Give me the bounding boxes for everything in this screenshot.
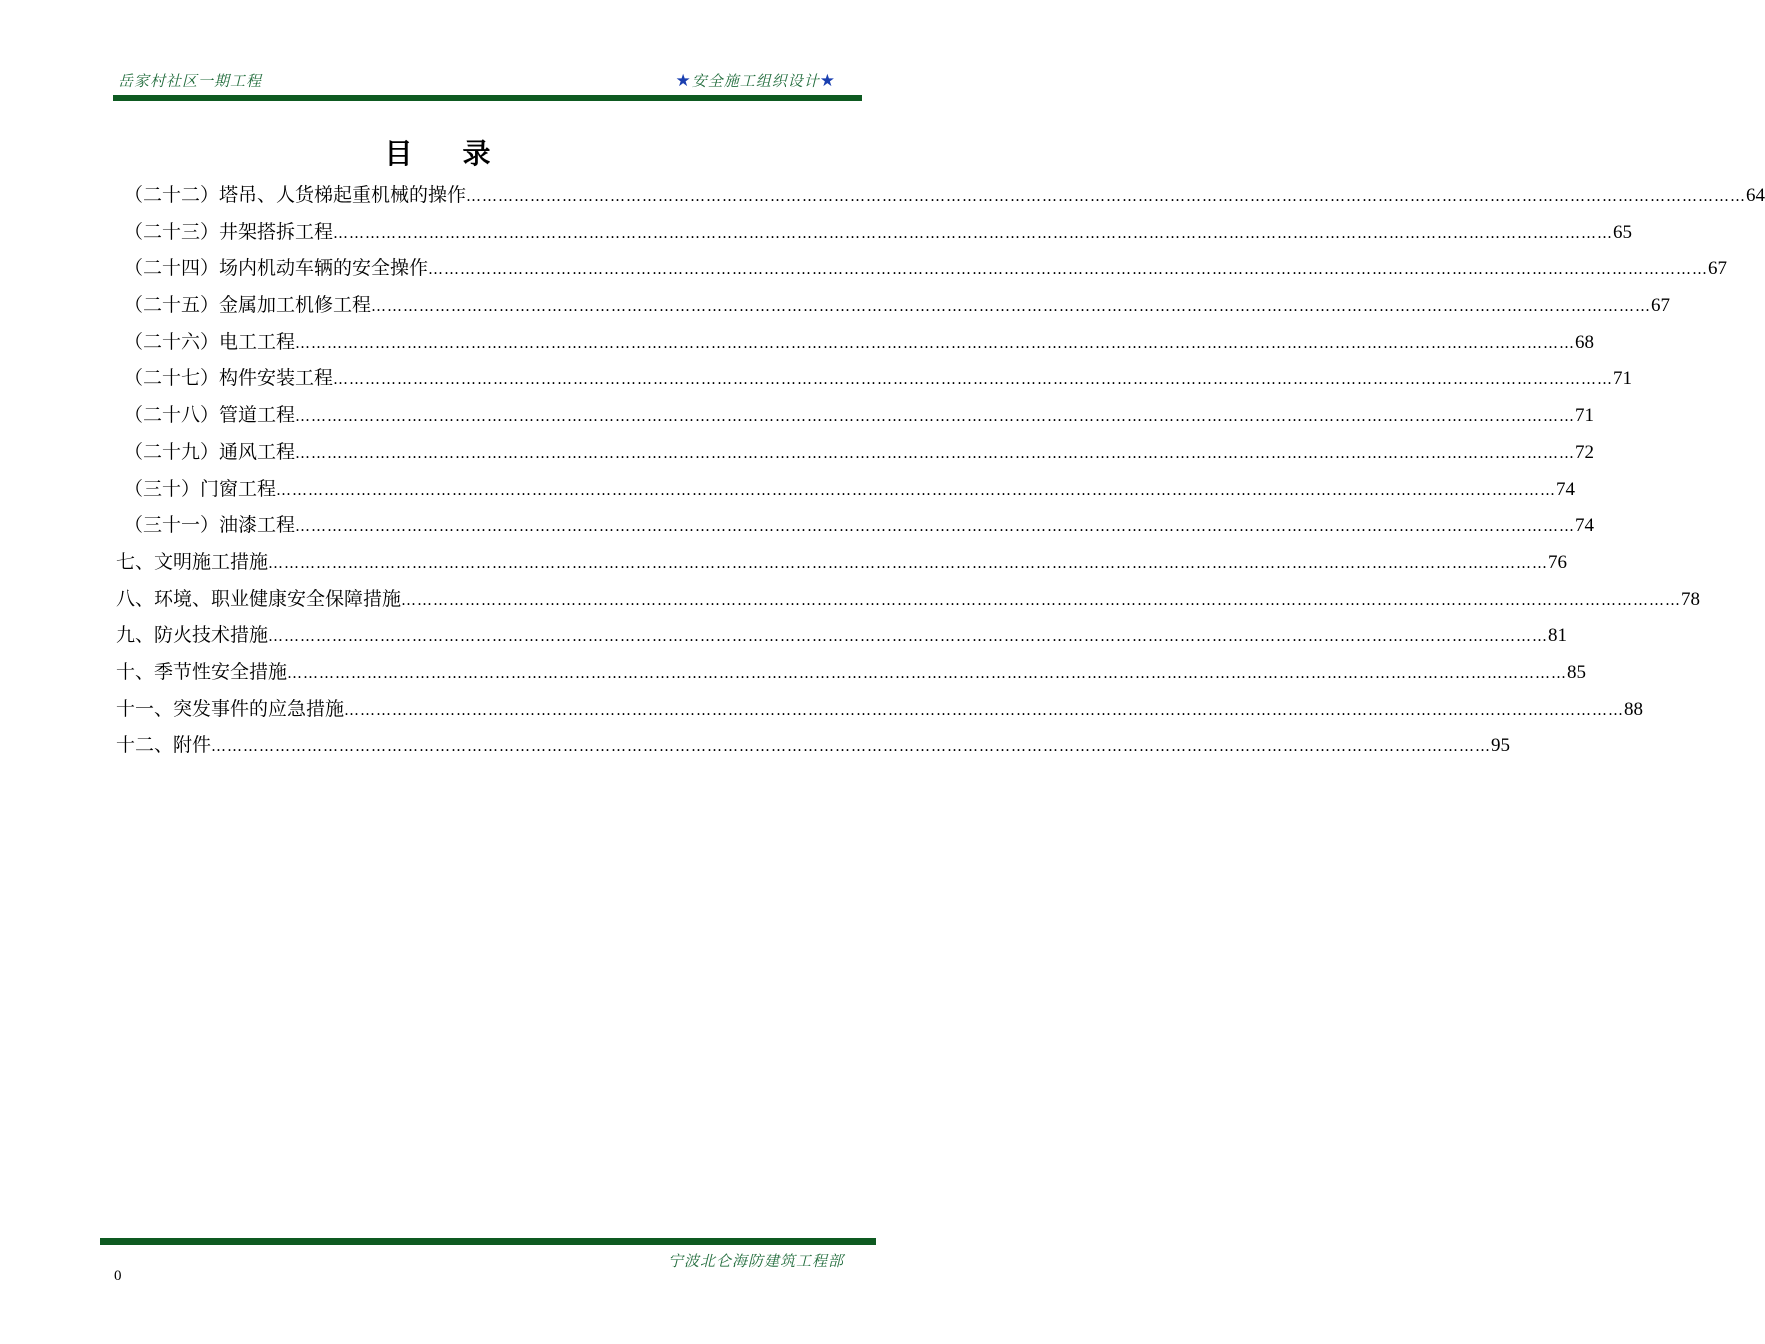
page-number: 0 — [114, 1268, 122, 1284]
toc-entry[interactable] — [116, 507, 1595, 544]
toc-leader-dots: …………………………………………………………………………………………………………………………………………………………………………………………………………………… — [211, 737, 1492, 756]
toc-entry-page: 67 — [1708, 258, 1728, 280]
toc-entry-label: 十二、附件 — [116, 734, 212, 757]
footer-company-name: 宁波北仑海防建筑工程部 — [667, 1252, 844, 1270]
footer-divider — [100, 1238, 876, 1245]
toc-entry[interactable] — [116, 654, 1587, 691]
toc-entry-label: （二十三）井架搭拆工程 — [124, 220, 334, 243]
toc-leader-dots: …………………………………………………………………………………………………………………………………………………………………………………………………………………… — [287, 663, 1568, 682]
toc-leader-dots: …………………………………………………………………………………………………………………………………………………………………………………………………………………… — [466, 187, 1747, 205]
toc-leader-dots: …………………………………………………………………………………………………………………………………………………………………………………………………………………… — [268, 553, 1549, 572]
toc-leader-dots: …………………………………………………………………………………………………………………………………………………………………………………………………………………… — [276, 480, 1557, 499]
toc-entry-label: 七、文明施工措施 — [116, 550, 269, 573]
toc-entry-page: 88 — [1624, 698, 1644, 720]
toc-entry-page: 76 — [1548, 551, 1568, 573]
toc-entry-page: 65 — [1613, 221, 1633, 243]
toc-leader-dots: …………………………………………………………………………………………………………………………………………………………………………………………………………………… — [333, 223, 1614, 242]
toc-entry[interactable] — [116, 177, 1765, 214]
toc-entry-label: 九、防火技术措施 — [116, 624, 269, 647]
toc-entry-label: 十、季节性安全措施 — [116, 660, 288, 683]
toc-entry-label: （二十四）场内机动车辆的安全操作 — [124, 257, 429, 280]
toc-entry-page: 74 — [1575, 515, 1595, 537]
toc-entry[interactable] — [116, 324, 1595, 361]
toc-entry-label: （二十八）管道工程 — [124, 404, 296, 427]
toc-leader-dots: …………………………………………………………………………………………………………………………………………………………………………………………………………………… — [371, 297, 1652, 316]
toc-entry-label: 十一、突发事件的应急措施 — [116, 697, 345, 720]
toc-leader-dots: …………………………………………………………………………………………………………………………………………………………………………………………………………………… — [295, 407, 1576, 426]
toc-entry-label: （三十）门窗工程 — [124, 477, 277, 500]
toc-leader-dots: …………………………………………………………………………………………………………………………………………………………………………………………………………………… — [333, 370, 1614, 389]
toc-entry[interactable] — [116, 214, 1633, 251]
toc-leader-dots: …………………………………………………………………………………………………………………………………………………………………………………………………………………… — [401, 590, 1682, 609]
header-document-title: 安全施工组织设计 — [691, 72, 820, 90]
header-divider — [113, 95, 862, 101]
toc-entry-page: 95 — [1491, 735, 1511, 757]
toc-entry-page: 85 — [1567, 661, 1587, 683]
toc-entry-label: （二十六）电工工程 — [124, 330, 296, 353]
toc-entry[interactable] — [116, 581, 1701, 618]
toc-entry-page: 71 — [1575, 405, 1595, 427]
toc-entry-label: （二十五）金属加工机修工程 — [124, 294, 372, 317]
toc-entry-page: 68 — [1575, 331, 1595, 353]
toc-entry-page: 74 — [1556, 478, 1576, 500]
star-icon: ★ — [675, 71, 692, 91]
star-icon: ★ — [819, 71, 836, 91]
toc-entry[interactable] — [116, 397, 1595, 434]
toc-entry-page: 67 — [1651, 295, 1671, 317]
table-of-contents — [116, 177, 1765, 764]
page-title: 目录 — [384, 137, 541, 170]
toc-entry[interactable] — [116, 434, 1595, 471]
toc-entry[interactable] — [116, 544, 1568, 581]
toc-leader-dots: …………………………………………………………………………………………………………………………………………………………………………………………………………………… — [295, 517, 1576, 536]
toc-entry-page: 71 — [1613, 368, 1633, 390]
toc-entry-label: （二十七）构件安装工程 — [124, 367, 334, 390]
toc-entry-label: 八、环境、职业健康安全保障措施 — [116, 587, 402, 610]
toc-entry-page: 64 — [1746, 185, 1765, 206]
toc-entry[interactable] — [116, 727, 1511, 764]
toc-entry[interactable] — [116, 287, 1671, 324]
toc-leader-dots: …………………………………………………………………………………………………………………………………………………………………………………………………………………… — [428, 260, 1709, 279]
toc-entry-label: （二十二）塔吊、人货梯起重机械的操作 — [124, 184, 467, 206]
toc-entry[interactable] — [116, 691, 1644, 728]
toc-entry[interactable] — [116, 250, 1728, 287]
toc-entry-label: （二十九）通风工程 — [124, 440, 296, 463]
toc-entry[interactable] — [116, 360, 1633, 397]
toc-entry-page: 81 — [1548, 625, 1568, 647]
toc-leader-dots: …………………………………………………………………………………………………………………………………………………………………………………………………………………… — [295, 443, 1576, 462]
toc-entry[interactable] — [116, 617, 1568, 654]
header-document-name — [675, 70, 836, 91]
toc-leader-dots: …………………………………………………………………………………………………………………………………………………………………………………………………………………… — [344, 700, 1625, 719]
toc-entry-page: 72 — [1575, 441, 1595, 463]
toc-entry-page: 78 — [1681, 588, 1701, 610]
toc-leader-dots: …………………………………………………………………………………………………………………………………………………………………………………………………………………… — [295, 333, 1576, 352]
header-project-name: 岳家村社区一期工程 — [118, 72, 263, 90]
toc-leader-dots: …………………………………………………………………………………………………………………………………………………………………………………………………………………… — [268, 627, 1549, 646]
toc-entry-label: （三十一）油漆工程 — [124, 514, 296, 537]
toc-entry[interactable] — [116, 471, 1576, 508]
